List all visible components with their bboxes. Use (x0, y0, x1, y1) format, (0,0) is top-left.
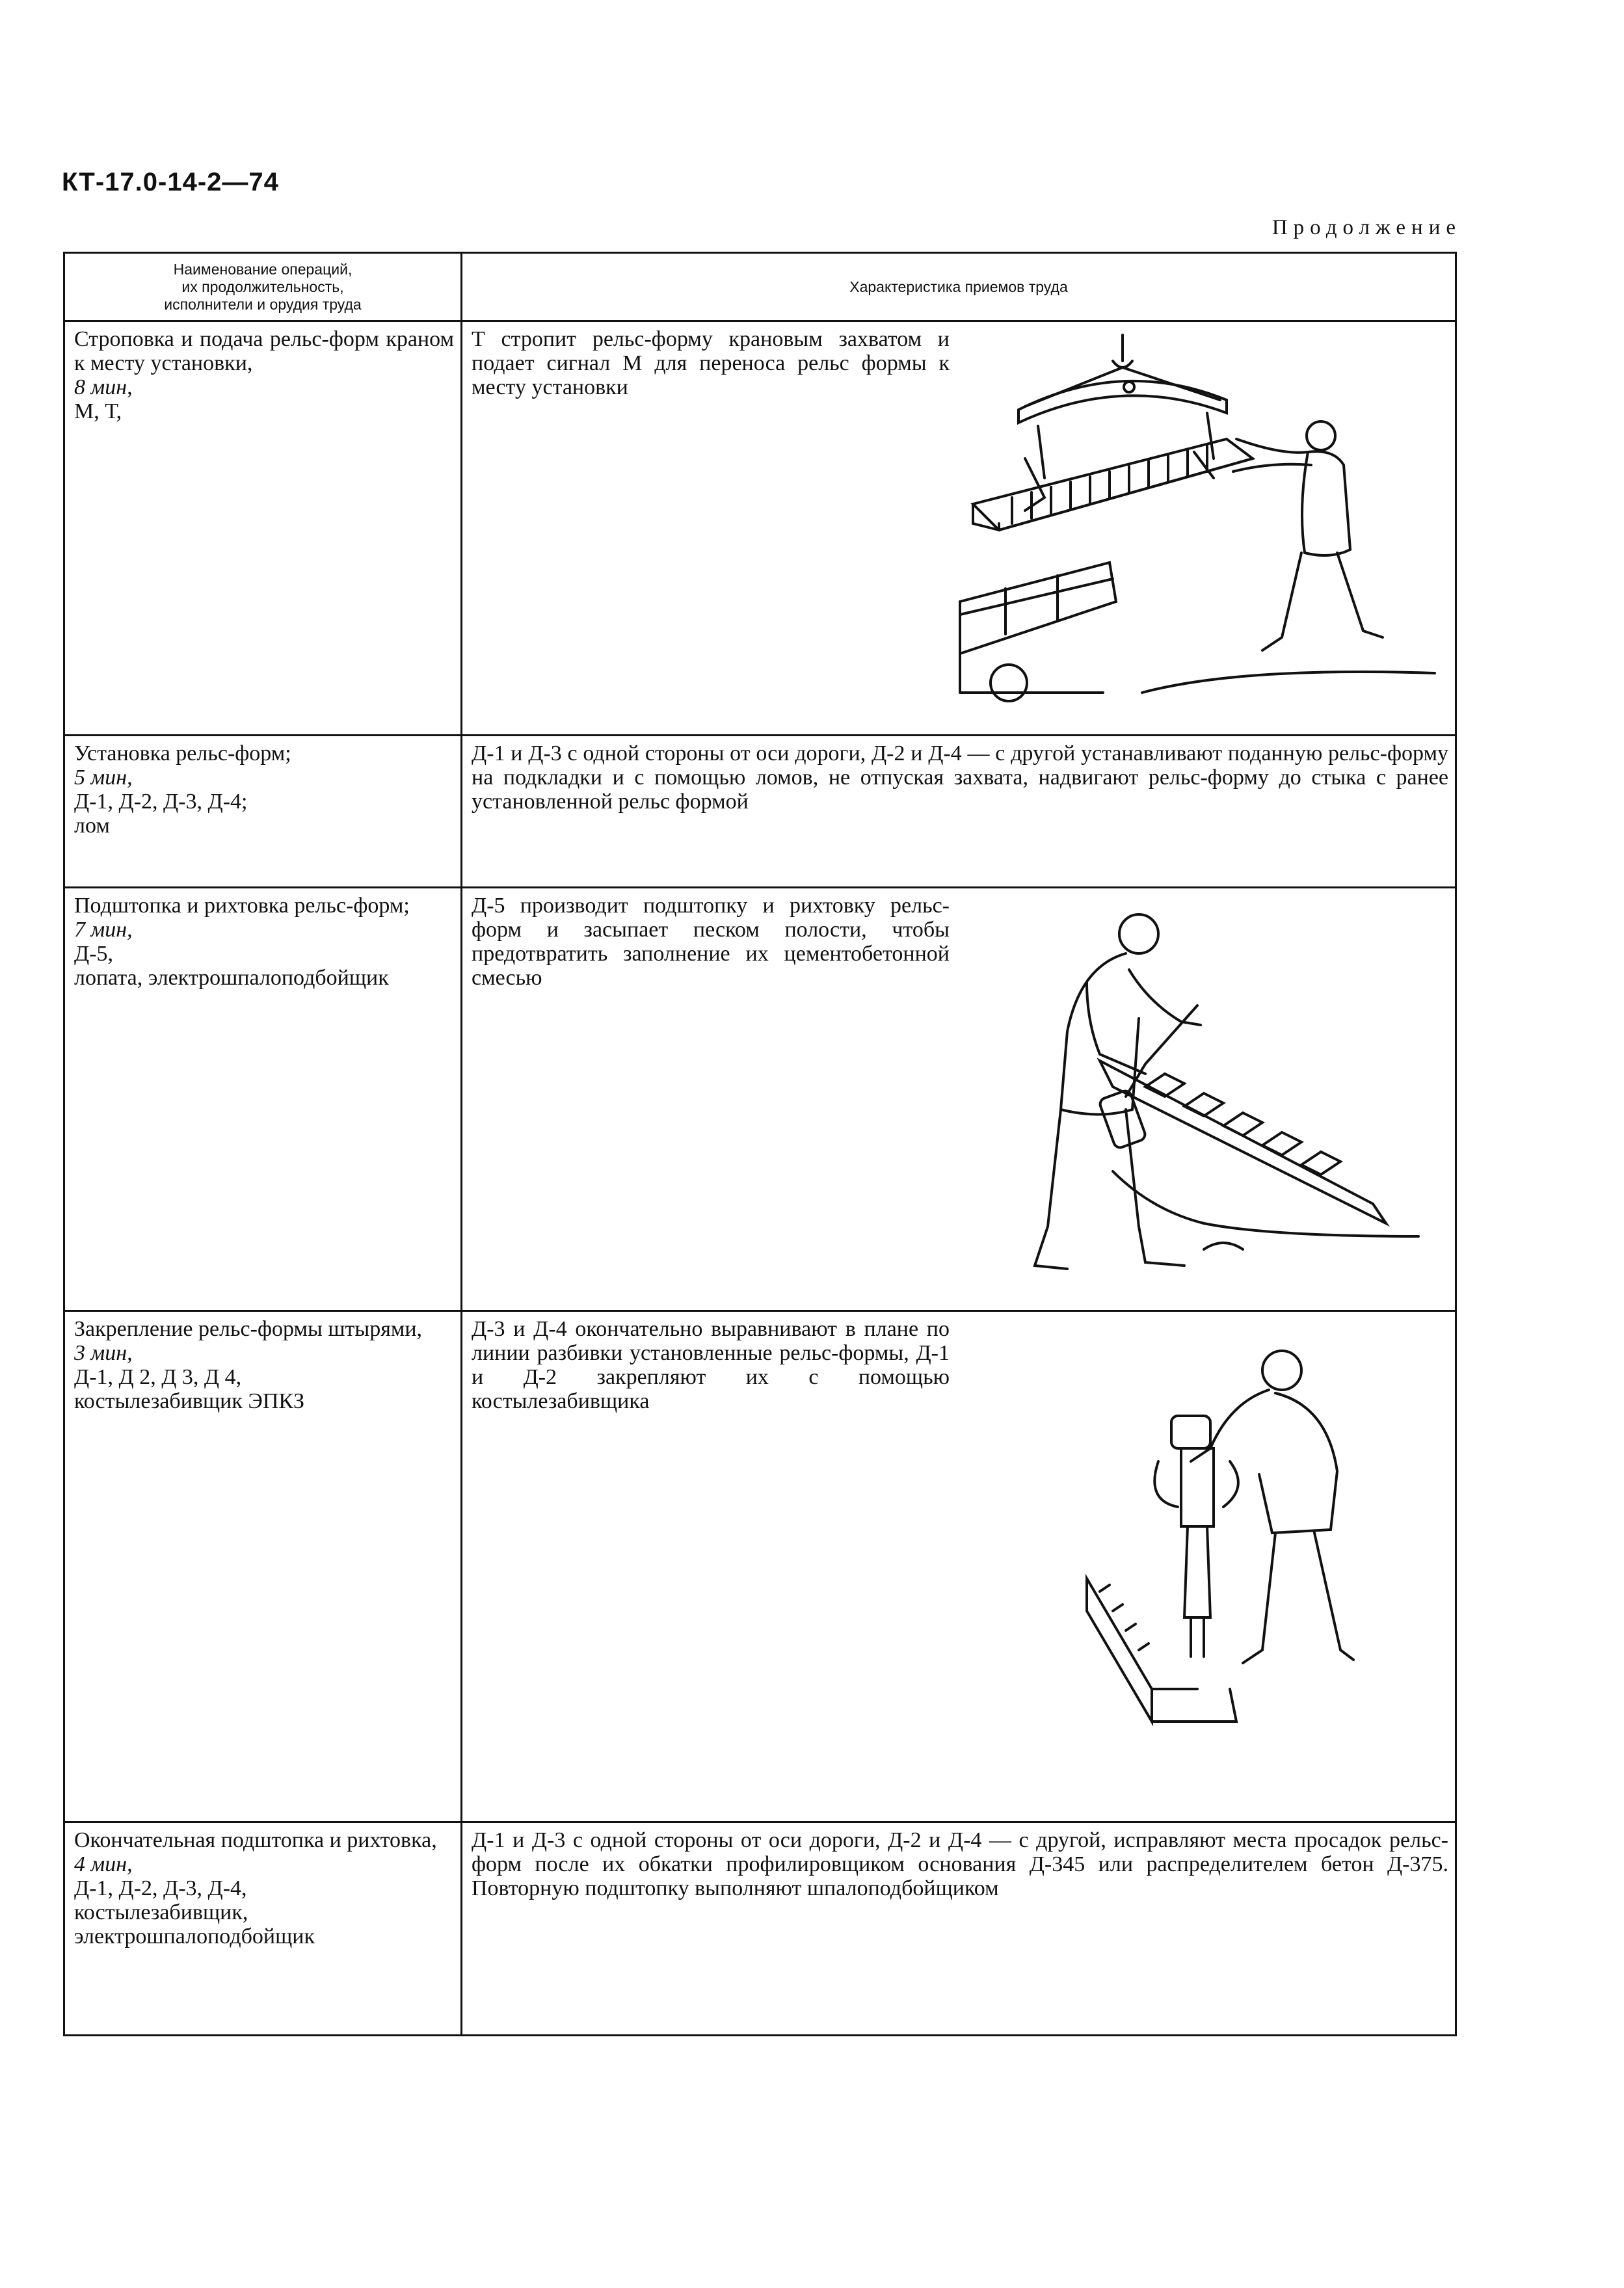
operation-workers: Д-1, Д-2, Д-3, Д-4, (74, 1876, 247, 1900)
description-cell (462, 1822, 1456, 2036)
operation-workers: Д-1, Д-2, Д-3, Д-4; (74, 790, 248, 814)
document-code: КТ-17.0-14-2—74 (62, 168, 279, 196)
operation-name: Закрепление рельс-формы штырями, (74, 1317, 423, 1341)
operation-cell (64, 888, 462, 1311)
operation-description: Д-3 и Д-4 окончательно выравнивают в плане по линии разбивки установленные рельс-формы, Д-1 и Д-2 закрепляют их с помощью костылезабивщика (472, 1317, 950, 1413)
operation-description: Т стропит рельс-форму крановым захватом и подает сигнал М для переноса рельс формы к месту установки (472, 327, 950, 399)
column-header-operation-text: Наименование операций, их продолжительность, исполнители и орудия труда (164, 260, 362, 313)
operation-workers: Д-1, Д 2, Д 3, Д 4, (74, 1365, 242, 1389)
operation-description: Д-1 и Д-3 с одной стороны от оси дороги, Д-2 и Д-4 — с другой устанавливают поданную рельс-форму на подкладки и с помощью ломов, не отпуская захвата, надвигают рельс-форму до стыка с ранее установленной рельс формой (472, 741, 1448, 814)
operation-name: Установка рельс-форм; (74, 741, 291, 765)
description-cell (462, 888, 1456, 1311)
description-cell (462, 1311, 1456, 1822)
operation-cell (64, 1822, 462, 2036)
operation-cell (64, 1311, 462, 1822)
operation-name: Строповка и подача рельс-форм краном к месту установки, (74, 327, 454, 375)
operation-duration: 3 мин, (74, 1341, 133, 1365)
operations-table (63, 252, 1457, 2036)
operation-duration: 7 мин, (74, 918, 133, 942)
tamping-illustration (1009, 898, 1425, 1301)
operation-duration: 8 мин, (74, 375, 133, 399)
operation-cell (64, 736, 462, 888)
table-row (64, 1822, 1456, 2036)
table-row (64, 888, 1456, 1311)
description-cell (462, 321, 1456, 736)
operation-tools: лом (74, 814, 110, 838)
operation-name: Подштопка и рихтовка рельс-форм; (74, 894, 410, 918)
continuation-label: Продолжение (1271, 216, 1461, 239)
table-row (64, 321, 1456, 736)
operation-name: Окончательная подштопка и рихтовка, (74, 1828, 437, 1852)
operation-description: Д-1 и Д-3 с одной стороны от оси дороги, Д-2 и Д-4 — с другой, исправляют места просадок рельс-форм после их обкатки профилировщиком основания Д-345 или распределителем бетон Д-375. Повторную подштопку выполняют шпалоподбойщиком (472, 1828, 1448, 1900)
operation-cell (64, 321, 462, 736)
column-header-operation (64, 253, 462, 321)
operation-duration: 5 мин, (74, 765, 133, 790)
table-row (64, 736, 1456, 888)
table-header-row (64, 253, 1456, 321)
operation-workers: Д-5, (74, 942, 114, 966)
operation-tools: костылезабивщик ЭПКЗ (74, 1389, 305, 1413)
table-row (64, 1311, 1456, 1822)
operation-description: Д-5 производит подштопку и рихтовку рельс-форм и засыпает песком полости, чтобы предотвратить заполнение их цементобетонной смесью (472, 894, 950, 990)
column-header-characteristic (462, 253, 1456, 321)
operation-tools: лопата, электрошпалоподбойщик (74, 966, 389, 990)
description-cell (462, 736, 1456, 888)
column-header-characteristic-text: Характеристика приемов труда (849, 278, 1068, 295)
crane-lift-illustration (947, 328, 1448, 719)
spike-driver-illustration (1080, 1338, 1379, 1761)
operation-workers: М, Т, (74, 399, 122, 423)
operation-tools: костылезабивщик, электрошпалоподбойщик (74, 1900, 315, 1949)
operation-duration: 4 мин, (74, 1852, 133, 1876)
